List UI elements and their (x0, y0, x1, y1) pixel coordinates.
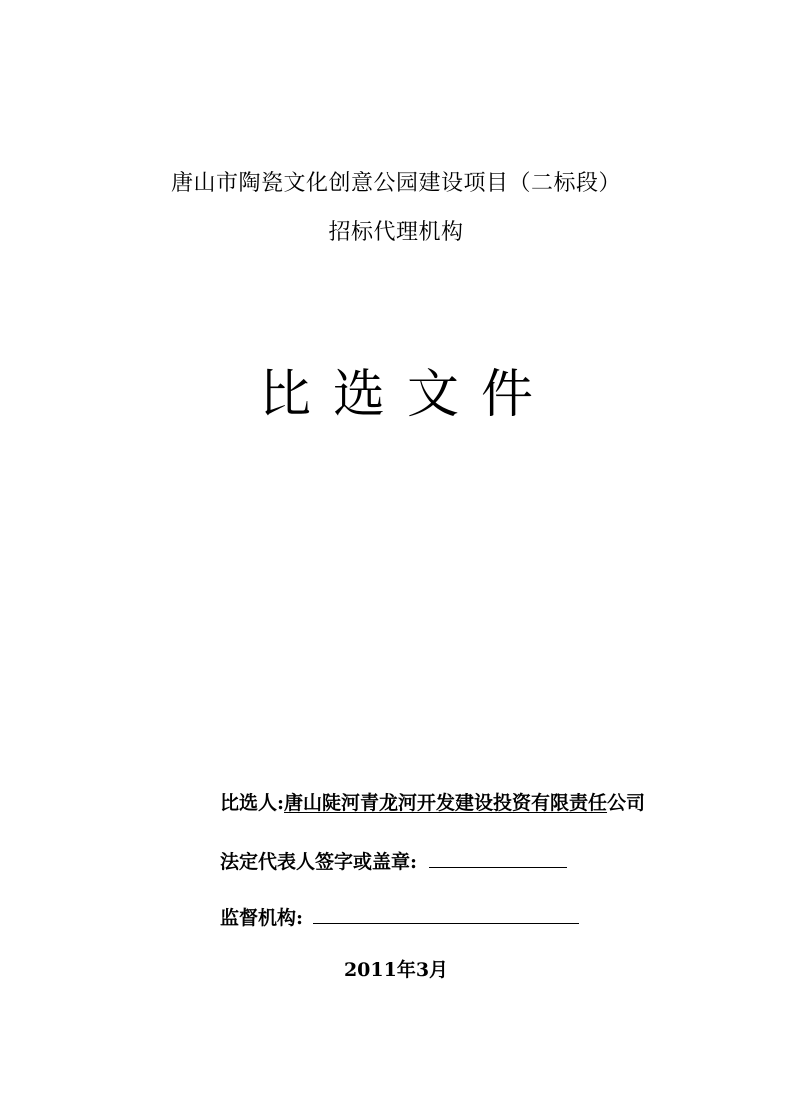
bidder-line (220, 790, 645, 816)
document-date: 2011年3月 (343, 959, 449, 981)
project-title: 唐山市陶瓷文化创意公园建设项目（二标段） (170, 171, 621, 196)
bidder-label: 比选人: (220, 792, 285, 814)
legal-representative-line (220, 847, 567, 875)
supervisor-label: 监督机构: (220, 907, 304, 929)
legal-rep-signature-blank (429, 847, 567, 868)
document-title: 比选文件 (258, 365, 555, 425)
supervisor-line (220, 903, 579, 931)
agency-line: 招标代理机构 (328, 220, 464, 245)
bidder-name-tail: 公司 (607, 792, 646, 814)
supervisor-blank (313, 903, 579, 924)
legal-rep-label: 法定代表人签字或盖章: (220, 851, 418, 873)
bidder-name: 唐山陡河青龙河开发建设投资有限责任 (284, 792, 608, 814)
